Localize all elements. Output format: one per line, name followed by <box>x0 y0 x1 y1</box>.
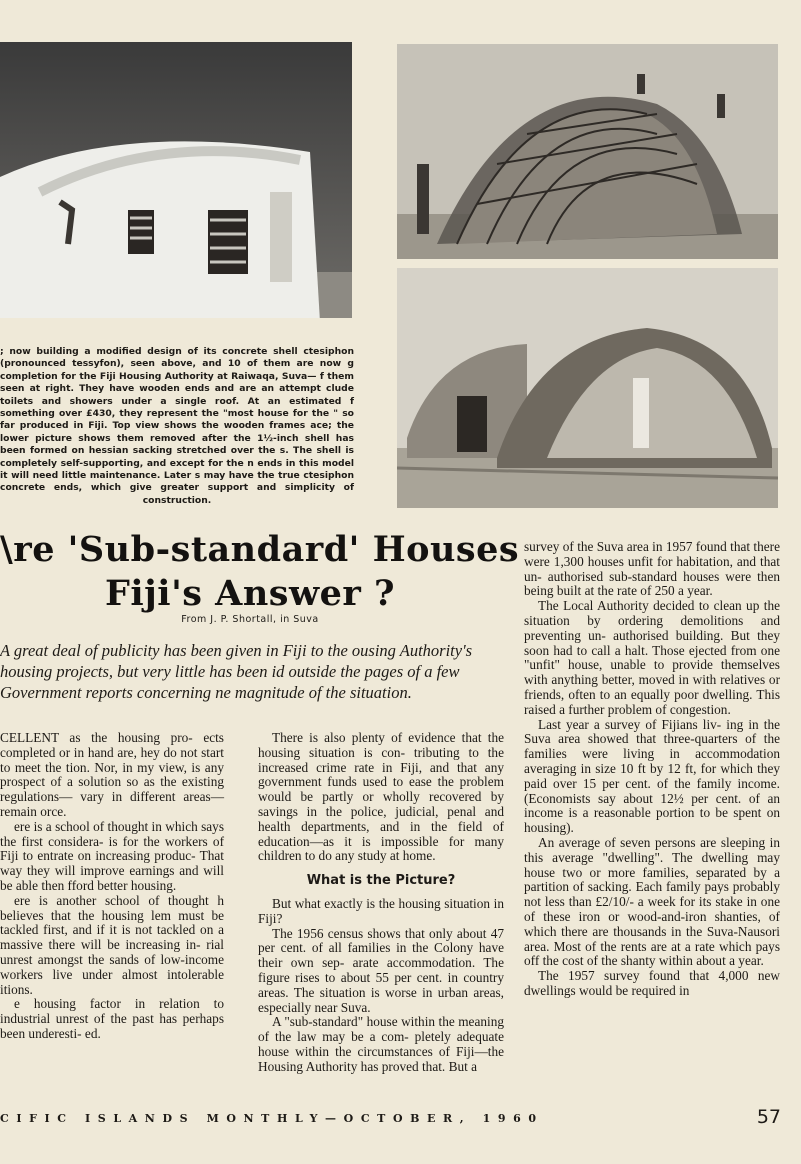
column3-paragraph: An average of seven persons are sleeping in this average "dwelling". The dwelling may house two or more families, separated by a partition of sacking. Each family pays probably not less than £2/10/- a week for its stake in one of these iron or wood-and-iron shanties, of which there are thousands in the Suva-Nausori area. Most of the rents are at a rate which pays off the cost of the shanty within about a year. <box>524 834 780 969</box>
running-head: CIFIC ISLANDS MONTHLY—OCTOBER, 1960 <box>0 1112 544 1125</box>
subheading: What is the Picture? <box>306 873 456 889</box>
article-column-1 <box>0 731 224 1042</box>
page-number: 57 <box>756 1106 781 1128</box>
column2-paragraph: The 1956 census shows that only about 47 per cent. of all families in the Colony have their own sep- arate accommodation. The figure rises to about 55 per cent. in country areas. The situation is worse in urban areas, especially near Suva. <box>258 925 504 1015</box>
column1-paragraph: e housing factor in relation to industrial unrest of the past has perhaps been underesti- ed. <box>0 996 224 1041</box>
page-footer <box>0 1108 801 1128</box>
column2-intro: There is also plenty of evidence that the housing situation is con- tributing to the increased crime rate in Fiji, and that any government funds used to ease the problem would be partly or wholly recovered by savings in the police, judicial, penal and health departments, and in the field of education—as it is impossible for many children to do any study at home. <box>258 730 504 864</box>
article-column-3 <box>524 540 780 999</box>
shell-house-photo <box>0 42 352 318</box>
completed-shells-photo <box>397 268 778 508</box>
column1-paragraph: ere is another school of thought h believes that the housing lem must be tackled first, and if it is not tackled on a massive there will be increasing in- rial unrest amongst the sands of low-income workers live under almost intolerable itions. <box>0 892 224 997</box>
column3-paragraph: The 1957 survey found that 4,000 new dwellings would be required in <box>524 968 780 998</box>
photo-caption: ; now building a modified design of its concrete shell ctesiphon (pronounced tessyfon), seen above, and 10 of them are now g completion for the Fiji Housing Authority at Raiwaqa, Suva— f them seen at right. They have wooden ends and are an attempt clude toilets and showers under a single roof. At an estimated f something over £430, they represent the "most house for the " so far produced in Fiji. Top view shows the wooden frames ace; the lower picture shows them removed after the 1½-inch shell has been formed on hessian sacking stretched over the s. The shell is completely self-supporting, and except for the n ends in this model it will need little maintenance. Later s may have the true ctesiphon concrete ends, which give greater support and simplicity of construction. <box>0 346 354 506</box>
wooden-frames-photo <box>397 44 778 259</box>
column3-paragraph: Last year a survey of Fijians liv- ing in the Suva area showed that three-quarters of the families were living in accommodation averaging in size 10 ft by 12 ft, for which they paid over 15 per cent. of the family income. (Economists say about 12½ per cent. of an income is a reasonable portion to be spent on housing). <box>524 716 780 836</box>
article-column-2 <box>258 731 504 1075</box>
column3-paragraph: The Local Authority decided to clean up the situation by ordering demolitions and preventing un- authorised building. But they soon had to call a halt. Those ejected from one "unfit" house, unable to provide themselves with anything better, moved in with relatives or friends, often to an equally poor dwelling. This raised a further problem of congestion. <box>524 598 780 717</box>
column2-paragraph: But what exactly is the housing situation in Fiji? <box>258 895 504 926</box>
standfirst: A great deal of publicity has been given in Fiji to the ousing Authority's housing projects, but very little has been id outside the pages of a few Government reports concerning ne magnitude of the situation. <box>0 641 473 702</box>
headline-line-2: Fiji's Answer ? <box>104 573 396 614</box>
headline-line-1: \re 'Sub-standard' Houses <box>0 529 520 570</box>
column1-paragraph: ere is a school of thought in which says the first considera- is for the workers of Fiji to entrate on increasing produc- That way they will improve earnings and will be able then fford better housing. <box>0 818 224 893</box>
column2-paragraph: A "sub-standard" house within the meaning of the law may be a com- pletely adequate house within the circumstances of Fiji—the Housing Authority has proved that. But a <box>258 1014 504 1074</box>
byline: From J. P. Shortall, in Suva <box>181 614 319 625</box>
column3-paragraph: survey of the Suva area in 1957 found that there were 1,300 houses unfit for habitation, and that un- authorised sub-standard houses were then being built at the rate of 250 a year. <box>524 539 780 599</box>
column1-paragraph: CELLENT as the housing pro- ects completed or in hand are, hey do not start to meet the tion. Nor, in my view, is any prospect of a solution so as the existing regulations— vary in different areas—remain orce. <box>0 730 224 819</box>
headline <box>0 528 520 616</box>
